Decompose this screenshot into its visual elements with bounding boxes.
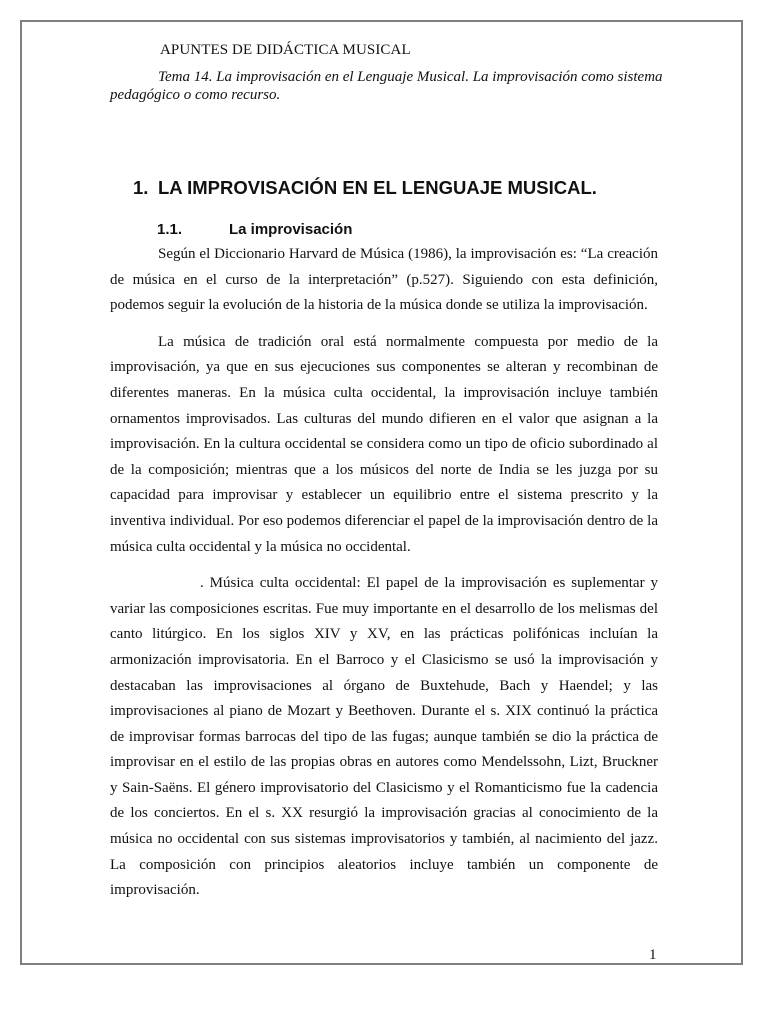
paragraph-western-music: . Música culta occidental: El papel de la improvisación es suplementar y variar las composiciones escritas. Fue muy importante en el desarrollo de los melismas del canto litúrgico. En los siglos XIV y XV, en las prácticas polifónicas incluían la armonización improvisatoria. En el Barroco y el Clasicismo se usó la improvisación y destacaban las improvisaciones al órgano de Buxtehude, Bach y Haendel; y las improvisaciones al piano de Mozart y Beethoven. Durante el s. XIX continuó la práctica de improvisar formas barrocas del tipo de las fugas; aunque también se dio la práctica de improvisar en el estilo de las propias obras en autores como Mendelssohn, Lizt, Bruckner y Sain-Saëns. El género improvisatorio del Clasicismo y el Romanticismo fue la cadencia de los conciertos. En el s. XX resurgió la improvisación gracias al conocimiento de la música no occidental con sus sistemas improvisatorios y también, al nacimiento del jazz. La composición con principios aleatorios incluye también un componente de improvisación. — [110, 575, 658, 899]
section-title: LA IMPROVISACIÓN EN EL LENGUAJE MUSICAL. — [158, 177, 597, 198]
subsection-title: La improvisación — [229, 221, 353, 238]
section-heading — [133, 177, 597, 199]
running-header: APUNTES DE DIDÁCTICA MUSICAL — [160, 42, 411, 58]
paragraph-definition: Según el Diccionario Harvard de Música (1986), la improvisación es: “La creación de música en el curso de la interpretación” (p.527). Siguiendo con esta definición, podemos seguir la evolución de la historia de la música donde se utiliza la improvisación. — [110, 246, 658, 314]
subsection-number: 1.1. — [157, 221, 183, 238]
section-number: 1. — [133, 177, 149, 198]
page-number: 1 — [649, 947, 657, 963]
topic-title: Tema 14. La improvisación en el Lenguaje Musical. La improvisación como sistema pedagógico o como recurso. — [110, 69, 663, 103]
subsection-heading — [157, 221, 352, 238]
paragraph-oral-tradition: La música de tradición oral está normalmente compuesta por medio de la improvisación, ya que en sus ejecuciones sus componentes se alteran y recombinan de diferentes maneras. En la música culta occidental, la improvisación incluye también ornamentos improvisados. Las culturas del mundo difieren en el valor que asignan a la improvisación. En la cultura occidental se considera como un tipo de oficio subordinado al de la composición; mientras que a los músicos del norte de India se les juzga por su capacidad para improvisar y establecer un equilibrio entre el sistema prescrito y la inventiva individual. Por eso podemos diferenciar el papel de la improvisación dentro de la música culta occidental y la música no occidental. — [110, 333, 658, 555]
body-text — [110, 242, 658, 915]
